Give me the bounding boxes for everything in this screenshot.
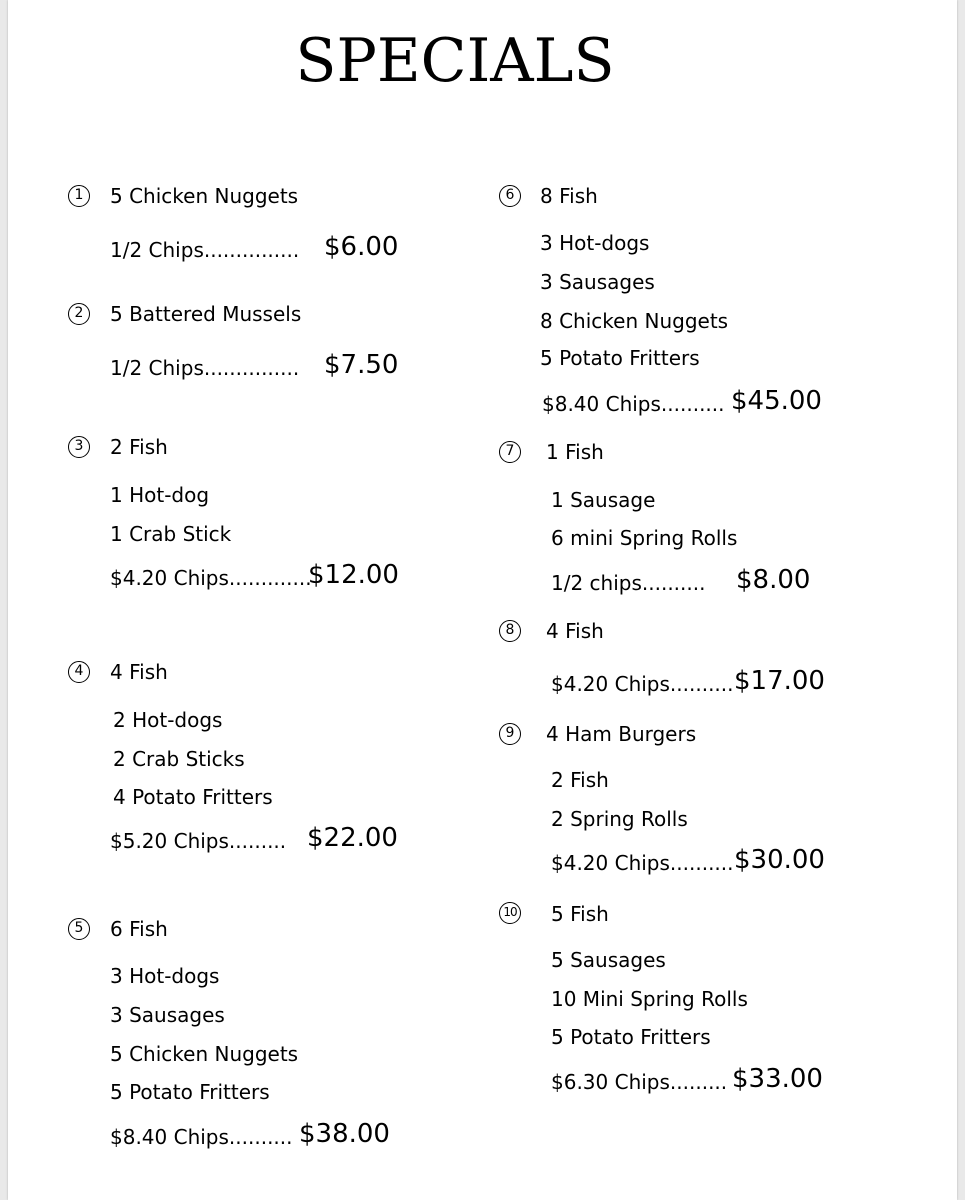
special-number-badge: 5 [68,918,90,940]
special-item: 5 Battered Mussels [110,302,302,326]
special-item: 5 Chicken Nuggets [110,184,299,208]
special-item: 4 Fish [110,660,168,684]
special-chips-line: $6.30 Chips......... [551,1070,728,1094]
special-item: 5 Potato Fritters [110,1080,270,1104]
special-item: 10 Mini Spring Rolls [551,987,748,1011]
special-item: 4 Fish [546,619,604,643]
special-item: 1 Fish [546,440,604,464]
special-chips-line: $8.40 Chips.......... [110,1125,293,1149]
special-number-badge: 7 [499,441,521,463]
special-number-badge: 10 [499,902,521,924]
special-item: 5 Potato Fritters [540,346,700,370]
special-price: $6.00 [324,232,399,262]
special-item: 3 Hot-dogs [110,964,220,988]
special-chips-line: $4.20 Chips............. [110,566,312,590]
special-number-badge: 2 [68,303,90,325]
special-number-badge: 4 [68,661,90,683]
special-item: 5 Potato Fritters [551,1025,711,1049]
special-number-badge: 1 [68,185,90,207]
special-item: 8 Chicken Nuggets [540,309,729,333]
special-item: 3 Sausages [110,1003,225,1027]
special-chips-line: $5.20 Chips......... [110,829,287,853]
special-price: $7.50 [324,350,399,380]
special-item: 5 Chicken Nuggets [110,1042,299,1066]
page-title: SPECIALS [295,26,615,96]
special-chips-line: $4.20 Chips.......... [551,672,734,696]
special-item: 6 Fish [110,917,168,941]
special-price: $33.00 [732,1064,823,1094]
special-item: 4 Ham Burgers [546,722,697,746]
special-number-badge: 6 [499,185,521,207]
special-number-badge: 3 [68,436,90,458]
special-item: 2 Fish [551,768,609,792]
special-item: 2 Crab Sticks [113,747,245,771]
special-item: 4 Potato Fritters [113,785,273,809]
special-item: 2 Fish [110,435,168,459]
special-item: 1 Hot-dog [110,483,210,507]
special-price: $30.00 [734,845,825,875]
special-chips-line: $4.20 Chips.......... [551,851,734,875]
special-item: 8 Fish [540,184,598,208]
special-item: 5 Sausages [551,948,666,972]
special-item: 5 Fish [551,902,609,926]
special-item: 2 Hot-dogs [113,708,223,732]
special-chips-line: 1/2 chips.......... [551,571,706,595]
special-item: 6 mini Spring Rolls [551,526,738,550]
special-item: 2 Spring Rolls [551,807,688,831]
special-price: $8.00 [736,565,811,595]
special-number-badge: 9 [499,723,521,745]
special-chips-line: $8.40 Chips.......... [542,392,725,416]
special-chips-line: 1/2 Chips............... [110,356,300,380]
special-price: $45.00 [731,386,822,416]
special-number-badge: 8 [499,620,521,642]
menu-page [8,0,957,1200]
special-price: $38.00 [299,1119,390,1149]
special-item: 1 Crab Stick [110,522,232,546]
special-price: $22.00 [307,823,398,853]
special-item: 1 Sausage [551,488,656,512]
special-price: $17.00 [734,666,825,696]
special-price: $12.00 [308,560,399,590]
special-chips-line: 1/2 Chips............... [110,238,300,262]
special-item: 3 Hot-dogs [540,231,650,255]
special-item: 3 Sausages [540,270,655,294]
